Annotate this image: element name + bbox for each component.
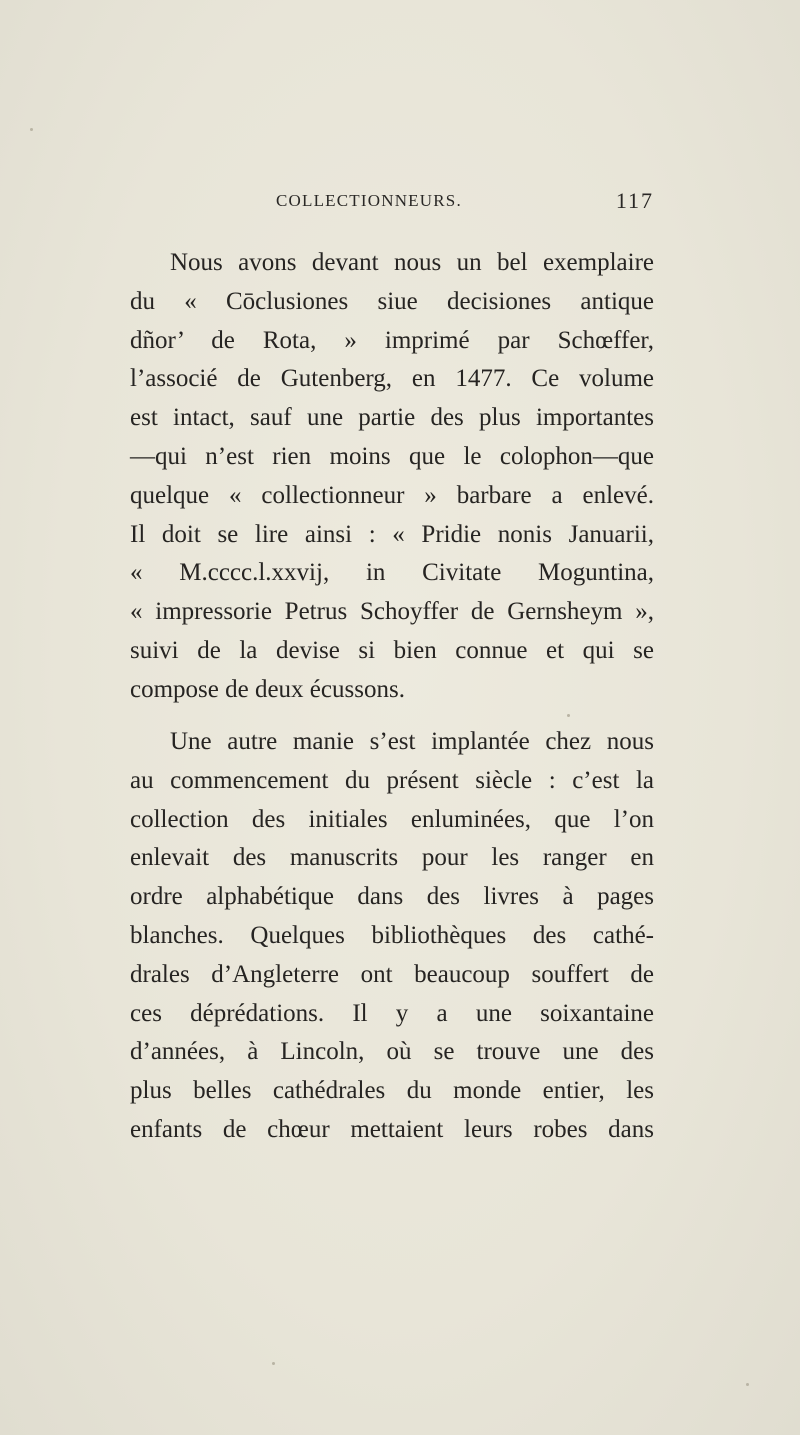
text-line: Nous avons devant nous un bel exemplaire [170, 249, 654, 276]
paragraph-2 [130, 723, 654, 1150]
paper-speck [746, 1383, 749, 1386]
paper-speck [272, 1362, 275, 1365]
text-line: compose de deux écussons. [130, 675, 405, 703]
text-line: d’années, à Lincoln, où se trouve une des [130, 1038, 654, 1066]
text-line: du « Cōclusiones siue decisiones antique [130, 287, 654, 315]
running-head-title: COLLECTIONNEURS. [276, 191, 462, 210]
text-line: collection des initiales enluminées, que l’on [130, 805, 654, 833]
text-line: enfants de chœur mettaient leurs robes dans [130, 1115, 654, 1143]
text-line: plus belles cathédrales du monde entier, les [130, 1077, 654, 1105]
text-line: blanches. Quelques bibliothèques des cathé- [130, 921, 654, 949]
text-line: est intact, sauf une partie des plus importantes [130, 404, 654, 432]
text-line: enlevait des manuscrits pour les ranger en [130, 844, 654, 872]
text-line: ces déprédations. Il y a une soixantaine [130, 999, 654, 1027]
paper-speck [567, 714, 570, 717]
page-number: 117 [615, 188, 654, 213]
text-line: « impressorie Petrus Schoyffer de Gernsheym », [130, 598, 654, 626]
text-line: Une autre manie s’est implantée chez nous [170, 728, 654, 755]
text-line: « M.cccc.l.xxvij, in Civitate Moguntina, [130, 559, 654, 587]
text-line: dñor’ de Rota, » imprimé par Schœffer, [130, 326, 654, 354]
text-line: l’associé de Gutenberg, en 1477. Ce volume [130, 365, 654, 393]
text-line: drales d’Angleterre ont beaucoup souffert de [130, 960, 654, 988]
text-line: —qui n’est rien moins que le colophon—que [130, 442, 654, 470]
text-line: suivi de la devise si bien connue et qui se [130, 636, 654, 664]
paper-speck [30, 128, 33, 131]
text-line: au commencement du présent siècle : c’est la [130, 766, 654, 794]
text-line: ordre alphabétique dans des livres à pages [130, 883, 654, 911]
text-line: Il doit se lire ainsi : « Pridie nonis Januarii, [130, 520, 654, 548]
text-line: quelque « collectionneur » barbare a enlevé. [130, 481, 654, 509]
paragraph-1 [130, 244, 654, 710]
running-head [130, 188, 654, 218]
